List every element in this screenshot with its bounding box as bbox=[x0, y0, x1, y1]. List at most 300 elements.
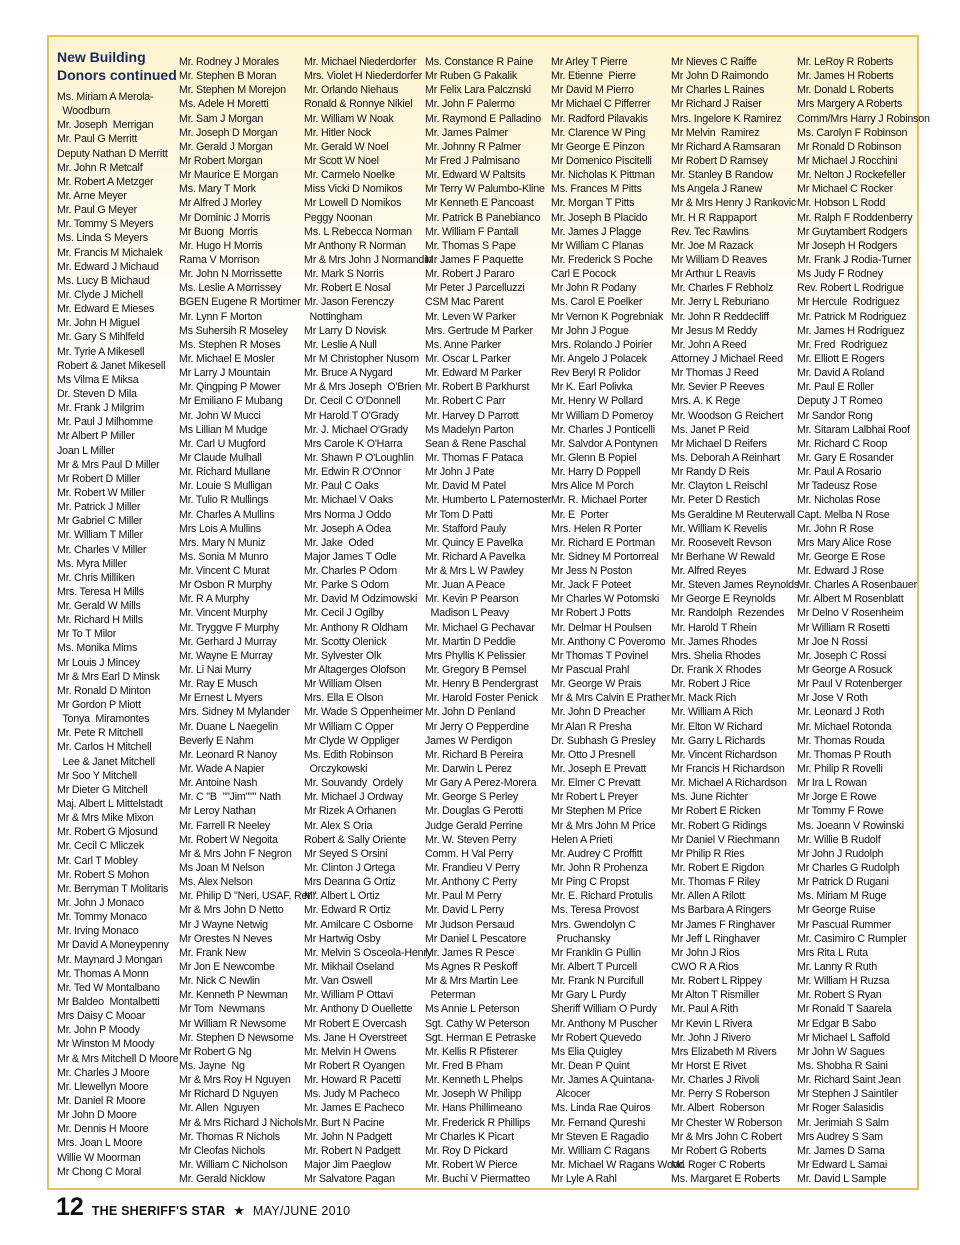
donor-name: Mr. Thomas F Riley bbox=[671, 876, 760, 889]
donor-name: Mr. Irving Monaco bbox=[57, 925, 139, 938]
donor-name: Mr. Morgan T Pitts bbox=[551, 197, 635, 210]
donor-name: Rev Beryl R Polidor bbox=[551, 367, 641, 380]
donor-name: Mr M Christopher Nusom bbox=[304, 352, 419, 365]
donor-name: Mr. Douglas G Perotti bbox=[425, 805, 523, 818]
donor-name: Mr. Michael J Ordway bbox=[304, 791, 403, 804]
donor-name: Mr. Philip R Rovelli bbox=[797, 763, 883, 776]
donor-name: Mr. Van Oswell bbox=[304, 975, 373, 988]
donor-name: Mr Maurice E Morgan bbox=[179, 169, 278, 182]
donor-name: Mr Sandor Rong bbox=[797, 409, 873, 422]
donor-name: Mr. Robert E Nosal bbox=[304, 282, 391, 295]
donor-name: Mr. Nicholas K Pittman bbox=[551, 169, 655, 182]
donor-name: Ronald & Ronnye Nikiel bbox=[304, 98, 413, 111]
donor-name: Mr. Joseph Merrigan bbox=[57, 119, 154, 132]
donor-name: Mr. John D Penland bbox=[425, 706, 516, 719]
donor-name: Mr. James H Rodriguez bbox=[797, 324, 905, 337]
donor-name: CWO R A Rios bbox=[671, 961, 739, 973]
donor-name: Mr. Audrey C Proffitt bbox=[551, 847, 643, 860]
donor-name: Mr & Mrs John D Netto bbox=[179, 904, 284, 917]
donor-name: Mr Osbon R Murphy bbox=[179, 579, 272, 592]
donor-name: Mrs Norma J Oddo bbox=[304, 508, 392, 521]
donor-name: Mr. Leonard R Nanoy bbox=[179, 748, 277, 761]
donor-name: Mr. Farrell R Neeley bbox=[179, 819, 271, 832]
donor-name: Mr. Antoine Nash bbox=[179, 777, 258, 790]
donor-name: Mr. Harold Foster Penick bbox=[425, 692, 538, 705]
donor-name: James W Perdigon bbox=[425, 734, 513, 747]
donor-name: Mr. Paul J Milhomme bbox=[57, 416, 153, 429]
donor-name: Mr. Paul E Roller bbox=[797, 381, 874, 394]
donor-name: Mr Arley T Pierre bbox=[551, 56, 628, 68]
donor-name: Mrs. Mary N Muniz bbox=[179, 536, 266, 549]
donor-name: Attorney J Michael Reed bbox=[671, 352, 783, 365]
donor-name: Mrs. Shelia Rhodes bbox=[671, 649, 761, 662]
donor-name: Mr. Glenn B Popiel bbox=[551, 451, 637, 464]
donor-name: Mrs Margery A Roberts bbox=[797, 98, 903, 111]
donor-name: Mrs. Ingelore K Ramirez bbox=[671, 112, 782, 125]
donor-name: Mr. Allen A Rilott bbox=[671, 890, 745, 903]
donor-name: Mr Robert L Preyer bbox=[551, 791, 638, 804]
donor-name: Mr Rizek A Orhanen bbox=[304, 805, 397, 818]
donor-name: Mr. Robert G Ridings bbox=[671, 819, 767, 832]
donor-name: Mr. Charles F Rebholz bbox=[671, 282, 774, 295]
donor-name: Mr. Frederick R Phillips bbox=[425, 1116, 531, 1129]
donor-name: Mr. Richard A Pavelka bbox=[425, 550, 526, 563]
donor-name: Mr John J Pogue bbox=[551, 324, 629, 337]
donor-name: Mrs. Violet H Niederdorfer bbox=[304, 70, 423, 83]
donor-name: Mr. Tyrie A Mikesell bbox=[57, 345, 145, 358]
donor-name: Mr. Charles V Miller bbox=[57, 543, 147, 556]
donor-name: Mr William D Reaves bbox=[671, 253, 767, 266]
donor-name: Mr. Charles P Odom bbox=[304, 565, 398, 578]
donor-name: Mr K. Earl Polivka bbox=[551, 381, 633, 394]
donor-name: Rama V Morrison bbox=[179, 253, 260, 266]
donor-name: Mr Randy D Reis bbox=[671, 466, 750, 479]
donor-name: Mr. Salvdor A Pontynen bbox=[551, 437, 658, 450]
donor-name: Mr & Mrs John C Robert bbox=[671, 1130, 782, 1143]
donor-name: Ms Geraldine M Reuterwall bbox=[671, 508, 795, 521]
donor-name: Mr. Jason Ferenczy bbox=[304, 296, 394, 309]
donor-name: Mr. James Rhodes bbox=[671, 635, 757, 648]
donor-name: Ms Madelyn Parton bbox=[425, 423, 514, 436]
donor-name: Ms. Jane H Overstreet bbox=[304, 1031, 407, 1044]
donor-name: Mr. Anthony D Ouellette bbox=[304, 1003, 413, 1016]
donor-name: Mr Thomas J Reed bbox=[671, 367, 759, 380]
donor-name: Ms Vilma E Miksa bbox=[57, 373, 139, 386]
donor-name: Sgt. Herman E Petraske bbox=[425, 1031, 536, 1044]
donor-name: Mr Robert Quevedo bbox=[551, 1031, 642, 1044]
donor-name: Mr & Mrs Henry J Rankovic bbox=[671, 197, 797, 210]
donor-name: Mr Anthony R Norman bbox=[304, 239, 406, 252]
donor-name: Mr William R Rosetti bbox=[797, 621, 890, 634]
donor-name: Mr. Michael A Richardson bbox=[671, 777, 787, 790]
donor-name: Mrs. Rolando J Poirier bbox=[551, 338, 653, 351]
donor-name: Mr. David M Odzimowski bbox=[304, 593, 418, 606]
donor-name: Comm/Mrs Harry J Robinson bbox=[797, 112, 930, 125]
donor-name: Mr. Raymond E Palladino bbox=[425, 112, 541, 125]
donor-name: CSM Mac Parent bbox=[425, 296, 504, 309]
donor-name: Mr. George W Prais bbox=[551, 678, 642, 691]
donor-name: Mr Michael D Reifers bbox=[671, 437, 767, 450]
donor-name: Mr. Paul G Merritt bbox=[57, 133, 138, 146]
donor-name: Mr. Thomas P Routh bbox=[797, 748, 892, 761]
donor-name: Mr. William C Nicholson bbox=[179, 1158, 288, 1171]
donor-name: Mr. Allen Nguyen bbox=[179, 1102, 260, 1115]
donor-name: Mr Soo Y Mitchell bbox=[57, 769, 137, 782]
donor-name: Mr. Robert J Rice bbox=[671, 678, 751, 691]
donor-name: Capt. Melba N Rose bbox=[797, 508, 890, 521]
donor-column-7 bbox=[797, 55, 930, 1186]
donor-name: Mr Patrick D Rugani bbox=[797, 876, 889, 889]
donor-name: Mr John D Raimondo bbox=[671, 70, 769, 83]
donor-name: Ms. Mary T Mork bbox=[179, 183, 256, 196]
donor-name: Ms. Adele H Moretti bbox=[179, 98, 269, 111]
donor-name: Mr. Delmar H Poulsen bbox=[551, 621, 652, 634]
donor-name: Mr. Garry L Richards bbox=[671, 734, 766, 747]
donor-name: Ms. Jayne Ng bbox=[179, 1059, 245, 1072]
donor-column-3 bbox=[304, 55, 433, 1186]
donor-name: Mr. Lynn F Morton bbox=[179, 310, 262, 323]
donor-name: Mr. Philip D "Neri, USAF, Ret." bbox=[179, 890, 317, 903]
donor-name: Mr Steven E Ragadio bbox=[551, 1130, 649, 1143]
donor-name: Mrs Mary Alice Rose bbox=[797, 536, 892, 549]
donor-name: Mr Ronald D Robinson bbox=[797, 140, 902, 153]
donor-name: Mr Orestes N Neves bbox=[179, 932, 273, 945]
donor-name: Robert & Janet Mikesell bbox=[57, 359, 166, 372]
donor-name: Mr. Humberto L Paternoster bbox=[425, 494, 552, 507]
donor-name: Mr. Gerald J Morgan bbox=[179, 140, 273, 153]
donor-name: Mr Gary A Perez-Morera bbox=[425, 777, 537, 790]
donor-name: Mrs. A. K Rege bbox=[671, 395, 741, 408]
donor-name: Mrs Carole K O'Harra bbox=[304, 437, 403, 450]
donor-name: Mr. John R Prohenza bbox=[551, 862, 648, 875]
donor-name: Mr Ira L Rowan bbox=[797, 777, 867, 790]
donor-name: Mr Chester W Roberson bbox=[671, 1116, 783, 1129]
donor-name: Mr. William C Ragans bbox=[551, 1144, 650, 1157]
donor-name: Mr William R Newsome bbox=[179, 1017, 287, 1030]
donor-name: Mr Jose V Roth bbox=[797, 692, 868, 705]
donor-name: Mr. Hitler Nock bbox=[304, 126, 372, 139]
donor-name: Mr. Gerhard J Murray bbox=[179, 635, 277, 648]
donor-name: Mr Gary L Purdy bbox=[551, 989, 626, 1002]
donor-name: Mr Leroy Nathan bbox=[179, 805, 256, 818]
donor-name: Ms Joan M Nelson bbox=[179, 862, 265, 875]
donor-name: Mr. Clarence W Ping bbox=[551, 126, 646, 139]
donor-name: Mr Richard A Ramsaran bbox=[671, 140, 781, 153]
donor-name: Judge Gerald Perrine bbox=[425, 819, 523, 832]
donor-name: Mr Franklin G Pullin bbox=[551, 946, 641, 959]
donor-name: Mr. Stephen M Morejon bbox=[179, 84, 286, 97]
donor-name: Mr Jeff L Ringhaver bbox=[671, 932, 760, 945]
donor-name: Mr. Clinton J Ortega bbox=[304, 862, 396, 875]
donor-name: Mr. Jerimiah S Salm bbox=[797, 1116, 889, 1129]
donor-name: Mr Robert D Ramsey bbox=[671, 154, 768, 167]
donor-name: Mr Albert P Miller bbox=[57, 430, 135, 443]
donor-name: Mr Michael L Saffold bbox=[797, 1031, 890, 1044]
donor-name: Mr Richard D Nguyen bbox=[179, 1088, 278, 1101]
donor-name: Ms. Margaret E Roberts bbox=[671, 1173, 781, 1186]
section-heading bbox=[57, 48, 177, 84]
donor-name: Mr & Mrs Calvin E Prather bbox=[551, 692, 671, 705]
donor-name: Mr Tom Newmans bbox=[179, 1003, 265, 1016]
donor-name: Mr. Arne Meyer bbox=[57, 189, 127, 202]
donor-name: Ms. Frances M Pitts bbox=[551, 183, 642, 196]
donor-name: Mr. Duane L Naegelin bbox=[179, 720, 278, 733]
donor-name: Mr Gordon P Miott bbox=[57, 699, 141, 712]
donor-name: Mrs Daisy C Mooar bbox=[57, 1010, 146, 1023]
donor-name: Mr. James D Sama bbox=[797, 1144, 885, 1157]
donor-name: Mr James F Ringhaver bbox=[671, 918, 776, 931]
donor-name: Mrs Elizabeth M Rivers bbox=[671, 1045, 777, 1058]
publication-name: THE SHERIFF'S STAR bbox=[91, 1204, 226, 1218]
donor-name: Mr Philip R Ries bbox=[671, 847, 745, 860]
donor-name: Mr David A Moneypenny bbox=[57, 939, 169, 952]
donor-name: Mr George A Rosuck bbox=[797, 664, 893, 677]
donor-name: Mr. John D Preacher bbox=[551, 706, 646, 719]
donor-name: Mr. Leven W Parker bbox=[425, 310, 516, 323]
donor-name: Mr. Johnny R Palmer bbox=[425, 140, 521, 153]
donor-name: Ms. Judy M Pacheco bbox=[304, 1088, 400, 1101]
donor-name: Ms. Deborah A Reinhart bbox=[671, 451, 781, 464]
donor-name: Mr. Harold T Rhein bbox=[671, 621, 757, 634]
donor-name: Mr Winston M Moody bbox=[57, 1038, 155, 1051]
donor-name: Mr. Parke S Odom bbox=[304, 579, 389, 592]
donor-name: Mr. Stephen D Newsome bbox=[179, 1031, 294, 1044]
donor-name: Mr. Mikhail Oseland bbox=[304, 961, 395, 973]
donor-name: Mr & Mrs Martin Lee bbox=[425, 975, 518, 988]
donor-name: Mr Roger Salasidis bbox=[797, 1102, 884, 1115]
donor-name: Mr. William T Miller bbox=[57, 529, 143, 542]
donor-name: Mr. Gary E Rosander bbox=[797, 451, 894, 464]
donor-name: Mr Buong Morris bbox=[179, 225, 258, 238]
donor-name: Mr. Robert C Parr bbox=[425, 395, 506, 408]
donor-name: Mr. Ray E Musch bbox=[179, 678, 258, 691]
donor-name: Mr. Thomas Rouda bbox=[797, 734, 885, 747]
donor-name: Pruchansky bbox=[551, 932, 611, 945]
donor-name: Mr. Willie B Rudolf bbox=[797, 833, 881, 846]
donor-name: Comm. H Val Perry bbox=[425, 847, 513, 860]
donor-name: Ms. Edith Robinson bbox=[304, 748, 394, 761]
donor-name: Ms. Teresa Provost bbox=[551, 904, 639, 917]
donor-name: Mr. Wayne E Murray bbox=[179, 649, 273, 662]
donor-name: Miss Vicki D Nomikos bbox=[304, 183, 403, 196]
donor-name: Ms. Sonia M Munro bbox=[179, 550, 269, 563]
donor-name: Mr John D Moore bbox=[57, 1109, 137, 1122]
donor-name: Ms Elia Quigley bbox=[551, 1045, 623, 1058]
donor-name: Mr Kenneth E Pancoast bbox=[425, 197, 534, 210]
donor-name: Mr. Richard Mullane bbox=[179, 466, 271, 479]
donor-name: Rev. Robert L Rodrigue bbox=[797, 282, 904, 295]
donor-name: Mr Richard J Raiser bbox=[671, 98, 762, 111]
donor-name: Tonya Miramontes bbox=[57, 713, 150, 726]
donor-name: Mr. Charles J Ponticelli bbox=[551, 423, 655, 436]
donor-name: Mr. Wade A Napier bbox=[179, 763, 265, 776]
donor-name: Mr. Robert E Rigdon bbox=[671, 862, 765, 875]
donor-name: Mr Edgar B Sabo bbox=[797, 1017, 876, 1030]
donor-name: Mr & Mrs John F Negron bbox=[179, 847, 292, 860]
donor-name: Mr Alton T Rismiller bbox=[671, 989, 760, 1002]
donor-name: Mr. George E Rose bbox=[797, 550, 886, 563]
donor-name: Mr. Dean P Quint bbox=[551, 1059, 630, 1072]
donor-name: Mr Alfred J Morley bbox=[179, 197, 262, 210]
donor-name: Mr. Anthony M Puscher bbox=[551, 1017, 658, 1030]
donor-name: Mr Robert G Ng bbox=[179, 1045, 252, 1058]
donor-name: Mr. Souvandy Ordely bbox=[304, 777, 403, 790]
donor-name: Mr. Joe M Razack bbox=[671, 239, 754, 252]
donor-name: Mr Delno V Rosenheim bbox=[797, 607, 904, 620]
donor-name: Mr Domenico Piscitelli bbox=[551, 154, 652, 167]
donor-name: Mr. Mark S Norris bbox=[304, 268, 384, 281]
donor-name: Mr. Michael E Mosler bbox=[179, 352, 275, 365]
donor-name: Mr. Vincent C Murat bbox=[179, 565, 270, 578]
donor-name: Madison L Peavy bbox=[425, 607, 510, 620]
donor-name: Mrs Rita L Ruta bbox=[797, 946, 868, 959]
donor-name: Mr Terry W Palumbo-Kline bbox=[425, 183, 545, 196]
donor-name: Mrs. Ella E Olson bbox=[304, 692, 384, 705]
donor-name: Mr. Li Nai Murry bbox=[179, 664, 252, 677]
donor-name: Mr. Robert N Padgett bbox=[304, 1144, 401, 1157]
donor-name: Mr. Joseph D Morgan bbox=[179, 126, 278, 139]
donor-name: Mr George E Pinzon bbox=[551, 140, 645, 153]
donor-name: Mr Michael C Pifferrer bbox=[551, 98, 651, 111]
donor-name: Mr. LeRoy R Roberts bbox=[797, 56, 893, 68]
donor-name: Mr Joe N Rossi bbox=[797, 635, 868, 648]
donor-name: Mr. Elton W Richard bbox=[671, 720, 763, 733]
donor-name: Deputy Nathan D Merritt bbox=[57, 147, 168, 160]
donor-name: Mr John J Rudolph bbox=[797, 847, 884, 860]
donor-name: Mr. Donald L Roberts bbox=[797, 84, 894, 97]
donor-name: Lee & Janet Mitchell bbox=[57, 755, 155, 768]
donor-name: Ms. Joeann V Rowinski bbox=[797, 819, 904, 832]
donor-name: Mr. Charles A Mullins bbox=[179, 508, 275, 521]
donor-name: Carl E Pocock bbox=[551, 268, 617, 281]
donor-name: Mr. Paul M Perry bbox=[425, 890, 502, 903]
donor-name: Mr. Michael V Oaks bbox=[304, 494, 394, 507]
donor-name: Mr. Edward R Ortiz bbox=[304, 904, 391, 917]
donor-name: Orczykowski bbox=[304, 763, 368, 776]
donor-name: Mr Robert D Miller bbox=[57, 472, 141, 485]
donor-name: Mr. Francis M Michalek bbox=[57, 246, 163, 259]
donor-name: Mr Altagerges Olofson bbox=[304, 664, 406, 677]
donor-name: Mr Stephen M Price bbox=[551, 805, 642, 818]
donor-name: Mr. Randolph Rezendes bbox=[671, 607, 785, 620]
donor-name: Mr To T Milor bbox=[57, 628, 117, 641]
donor-name: Mr. Edward J Michaud bbox=[57, 260, 159, 273]
donor-name: Ms. June Richter bbox=[671, 791, 748, 804]
donor-name: Mr Tom D Patti bbox=[425, 508, 493, 521]
donor-name: Mr & Mrs Joseph O'Brien bbox=[304, 381, 422, 394]
donor-name: Sheriff William O Purdy bbox=[551, 1003, 657, 1016]
donor-name: Ms. Constance R Paine bbox=[425, 56, 534, 68]
donor-name: Mr Charles G Rudolph bbox=[797, 862, 900, 875]
donor-name: Ms. Monika Mims bbox=[57, 642, 138, 655]
donor-name: Mr Thomas T Povinel bbox=[551, 649, 649, 662]
donor-name: Mr. James A Quintana- bbox=[551, 1074, 655, 1087]
donor-name: Mr. Edward E Mieses bbox=[57, 303, 155, 316]
donor-name: Mr J Wayne Netwig bbox=[179, 918, 268, 931]
donor-name: Mr Jess N Poston bbox=[551, 565, 633, 578]
donor-name: Mr. Berryman T Molitaris bbox=[57, 882, 169, 895]
donor-name: Mr. Jake Oded bbox=[304, 536, 374, 549]
donor-name: Mr Harold T O'Grady bbox=[304, 409, 399, 422]
donor-name: Mr. Daniel R Moore bbox=[57, 1094, 146, 1107]
donor-name: Mr Robert J Potts bbox=[551, 607, 631, 620]
donor-name: Mr. Michael Niederdorfer bbox=[304, 56, 417, 68]
donor-name: Mr. Tommy S Meyers bbox=[57, 218, 154, 231]
donor-name: Mr. Sevier P Reeves bbox=[671, 381, 765, 394]
donor-name: Ms. Miriam M Ruge bbox=[797, 890, 887, 903]
donor-name: Mr Fred J Palmisano bbox=[425, 154, 520, 167]
donor-name: Mr Paul V Rotenberger bbox=[797, 678, 903, 691]
donor-name: Mr Pascual Rummer bbox=[797, 918, 891, 931]
donor-name: Mr. Frank N Purcifull bbox=[551, 975, 644, 988]
donor-name: Mr & Mrs Mike Mixon bbox=[57, 812, 154, 825]
donor-name: Mr. Fernand Qureshi bbox=[551, 1116, 646, 1129]
donor-name: Mr. Patrick J Miller bbox=[57, 501, 141, 514]
donor-name: Mr. John H Miguel bbox=[57, 317, 140, 330]
donor-name: Mr. Richard E Portman bbox=[551, 536, 655, 549]
donor-name: Mr. Juan A Peace bbox=[425, 579, 505, 592]
donor-name: Mr Daniel L Pescatore bbox=[425, 932, 527, 945]
donor-name: Mr Larry D Novisk bbox=[304, 324, 387, 337]
donor-name: Mr Robert E Overcash bbox=[304, 1017, 407, 1030]
donor-name: Mr. Edward M Parker bbox=[425, 367, 522, 380]
donor-name: Mr. Carlos H Mitchell bbox=[57, 741, 152, 754]
donor-name: Mr Claude Mulhall bbox=[179, 451, 262, 464]
donor-name: Mr & Mrs John J Normandin bbox=[304, 253, 433, 266]
donor-name: Mr. William W Noak bbox=[304, 112, 394, 125]
donor-name: Mr Ernest L Myers bbox=[179, 692, 263, 705]
donor-column-5 bbox=[551, 55, 685, 1186]
donor-name: Mr. Dennis H Moore bbox=[57, 1123, 149, 1136]
donor-name: Mr. Clyde J Michell bbox=[57, 288, 143, 301]
donor-name: Mr. David A Roland bbox=[797, 367, 885, 380]
donor-name: Mr. Cecil C Mliczek bbox=[57, 840, 145, 853]
donor-column-4 bbox=[425, 55, 552, 1186]
donor-name: Beverly E Nahm bbox=[179, 734, 254, 747]
donor-name: Ms. Carol E Poelker bbox=[551, 296, 643, 309]
donor-name: Mr. William K Revelis bbox=[671, 522, 768, 535]
donor-name: Mr Robert G Roberts bbox=[671, 1144, 767, 1157]
donor-name: Mr Horst E Rivet bbox=[671, 1059, 747, 1072]
donor-name: Mr. Robert W Miller bbox=[57, 486, 145, 499]
donor-name: Mr. Robert S Mohon bbox=[57, 868, 150, 881]
donor-name: Mr & Mrs Mitchell D Moore bbox=[57, 1052, 179, 1065]
donor-name: Mr. Joseph W Philipp bbox=[425, 1088, 522, 1101]
donor-name: Mr. Stanley B Randow bbox=[671, 169, 773, 182]
donor-name: Mr Lowell D Nomikos bbox=[304, 197, 402, 210]
donor-name: Ms Barbara A Ringers bbox=[671, 904, 771, 917]
donor-name: Mrs Alice M Porch bbox=[551, 480, 634, 493]
donor-name: Mr. John W Mucci bbox=[179, 409, 261, 422]
donor-name: Mr. Oscar L Parker bbox=[425, 352, 511, 365]
donor-name: Mr. Qingping P Mower bbox=[179, 381, 281, 394]
donor-name: Sgt. Cathy W Peterson bbox=[425, 1017, 530, 1030]
donor-name: Mr Chong C Moral bbox=[57, 1165, 142, 1178]
donor-name: Alcocer bbox=[551, 1088, 591, 1101]
donor-name: Mrs. Helen R Porter bbox=[551, 522, 642, 535]
donor-name: Mr Larry J Mountain bbox=[179, 367, 271, 380]
donor-name: Dr. Cecil C O'Donnell bbox=[304, 395, 401, 408]
donor-name: Mr. Nick C Newlin bbox=[179, 975, 260, 988]
donor-name: Mr. Patrick B Panebianco bbox=[425, 211, 541, 224]
donor-name: Mr. Woodson G Reichert bbox=[671, 409, 784, 422]
donor-name: Mr. Clayton L Reischl bbox=[671, 480, 768, 493]
donor-name: Mr Michael C Rocker bbox=[797, 183, 893, 196]
donor-name: Mr Nieves C Raiffe bbox=[671, 56, 757, 68]
donor-name: Mr. Jerry L Reburiano bbox=[671, 296, 770, 309]
donor-name: Mr. Charles J Rivoli bbox=[671, 1074, 760, 1087]
star-icon: ★ bbox=[233, 1203, 245, 1218]
